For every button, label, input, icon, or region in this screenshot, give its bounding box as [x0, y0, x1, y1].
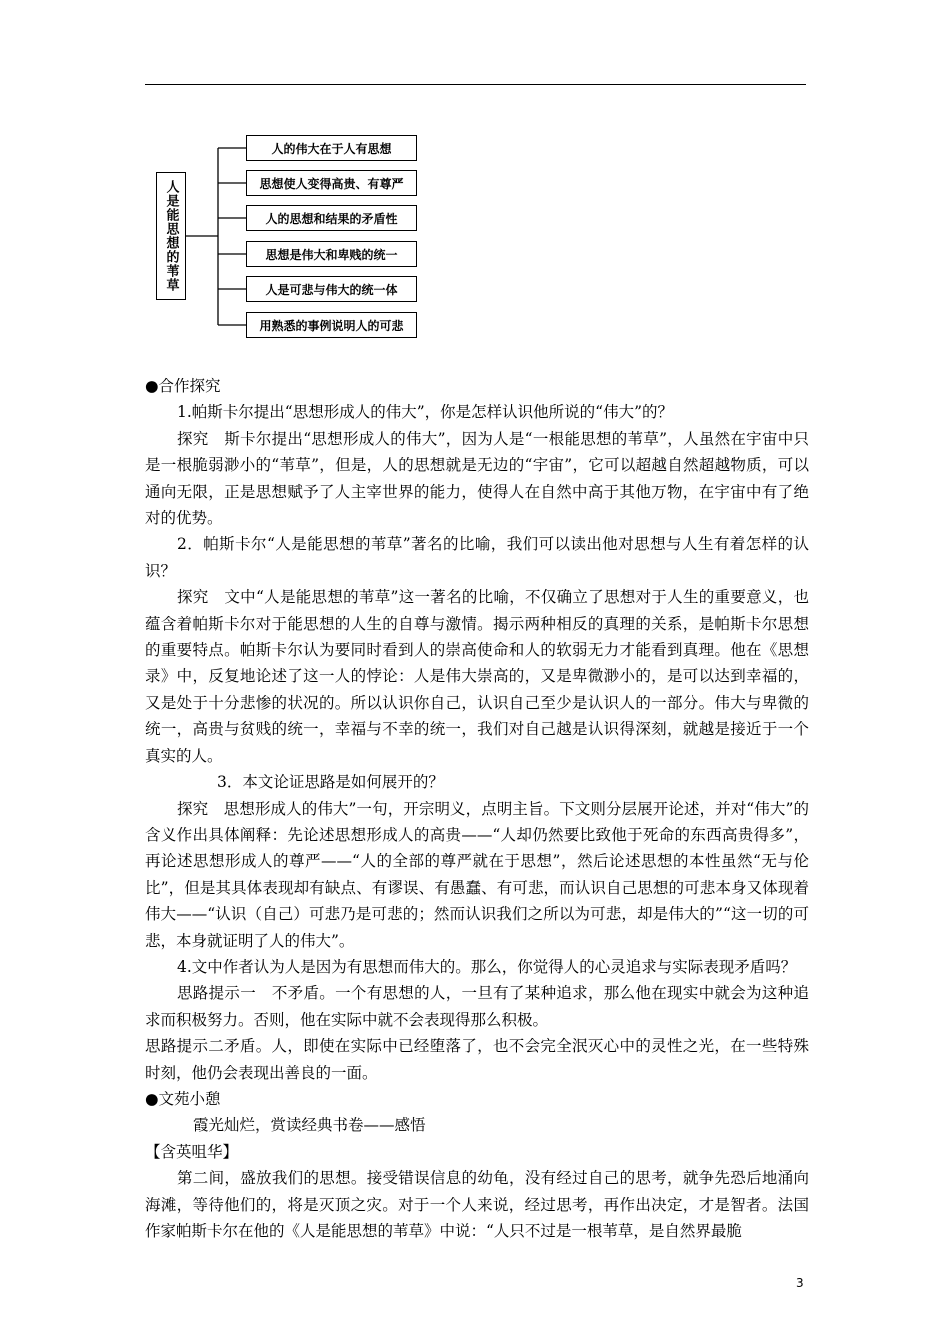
mindmap-title: 人是能思想的苇草	[163, 180, 179, 292]
mindmap-connectors	[0, 0, 950, 360]
cooperative-inquiry-section	[145, 373, 809, 1244]
mindmap-item: 人的伟大在于人有思想	[246, 135, 417, 161]
mindmap-item: 人是可悲与伟大的统一体	[246, 276, 417, 302]
question-2: 2．帕斯卡尔“人是能思想的苇草”著名的比喻，我们可以读出他对思想与人生有着怎样的认识？	[145, 535, 809, 580]
section-heading-2: ●文苑小憩	[145, 1089, 221, 1108]
hint-2: 思路提示二矛盾。人，即使在实际中已经堕落了，也不会完全泯灭心中的灵性之光，在一些特殊时刻，他仍会表现出善良的一面。	[145, 1037, 809, 1082]
answer-3: 探究 思想形成人的伟大”一句，开宗明义，点明主旨。下文则分层展开论述，并对“伟大”的含义作出具体阐释：先论述思想形成人的高贵——“人却仍然要比致他于死命的东西高贵得多”，再论述思想形成人的尊严——“人的全部的尊严就在于思想”，然后论述思想的本性虽然“无与伦比”，但是其具体表现却有缺点、有谬误、有愚蠢、有可悲，而认识自己思想的可悲本身又体现着伟大——“认识（自己）可悲乃是可悲的；然而认识我们之所以为可悲，却是伟大的”“这一切的可悲，本身就证明了人的伟大”。	[145, 799, 809, 950]
mindmap-item: 思想使人变得高贵、有尊严	[246, 170, 417, 196]
bracket-heading: 【含英咀华】	[145, 1142, 239, 1161]
mindmap-item: 思想是伟大和卑贱的统一	[246, 241, 417, 267]
answer-2: 探究 文中“人是能思想的苇草”这一著名的比喻，不仅确立了思想对于人生的重要意义，也蕴含着帕斯卡尔对于能思想的人生的自尊与激情。揭示两种相反的真理的关系，是帕斯卡尔思想的重要特点。帕斯卡尔认为要同时看到人的崇高使命和人的软弱无力才能看到真理。他在《思想录》中，反复地论述了这一人的悖论：人是伟大崇高的，又是卑微渺小的，是可以达到幸福的，又是处于十分悲惨的状况的。所以认识你自己，认识自己至少是认识人的一部分。伟大与卑微的统一，高贵与贫贱的统一，幸福与不幸的统一，我们对自己越是认识得深刻，就越是接近于一个真实的人。	[145, 588, 809, 765]
question-3: 3．本文论证思路是如何展开的？	[217, 773, 444, 792]
question-4: 4.文中作者认为人是因为有思想而伟大的。那么，你觉得人的心灵追求与实际表现矛盾吗？	[177, 957, 797, 976]
subtitle: 霞光灿烂，赏读经典书卷——感悟	[193, 1116, 426, 1135]
section-heading: ●合作探究	[145, 377, 221, 395]
question-1: 1.帕斯卡尔提出“思想形成人的伟大”，你是怎样认识他所说的“伟大”的？	[177, 403, 673, 422]
reading-paragraph: 第二间，盛放我们的思想。接受错误信息的幼龟，没有经过自己的思考，就争先恐后地涌向海滩，等待他们的，将是灭顶之灾。对于一个人来说，经过思考，再作出决定，才是智者。法国作家帕斯卡尔在他的《人是能思想的苇草》中说：“人只不过是一根苇草，是自然界最脆	[145, 1169, 809, 1240]
mindmap-title-box	[156, 172, 186, 300]
page-number: 3	[796, 1276, 804, 1290]
mindmap-item: 用熟悉的事例说明人的可悲	[246, 312, 417, 338]
hint-1: 思路提示一 不矛盾。一个有思想的人，一旦有了某种追求，那么他在现实中就会为这种追求而积极努力。否则，他在实际中就不会表现得那么积极。	[145, 984, 809, 1029]
answer-1: 探究 斯卡尔提出“思想形成人的伟大”，因为人是“一根能思想的苇草”，人虽然在宇宙中只是一根脆弱渺小的“苇草”，但是，人的思想就是无边的“宇宙”，它可以超越自然超越物质，可以通向无限，正是思想赋予了人主宰世界的能力，使得人在自然中高于其他万物，在宇宙中有了绝对的优势。	[145, 429, 809, 528]
mindmap-item: 人的思想和结果的矛盾性	[246, 205, 417, 231]
